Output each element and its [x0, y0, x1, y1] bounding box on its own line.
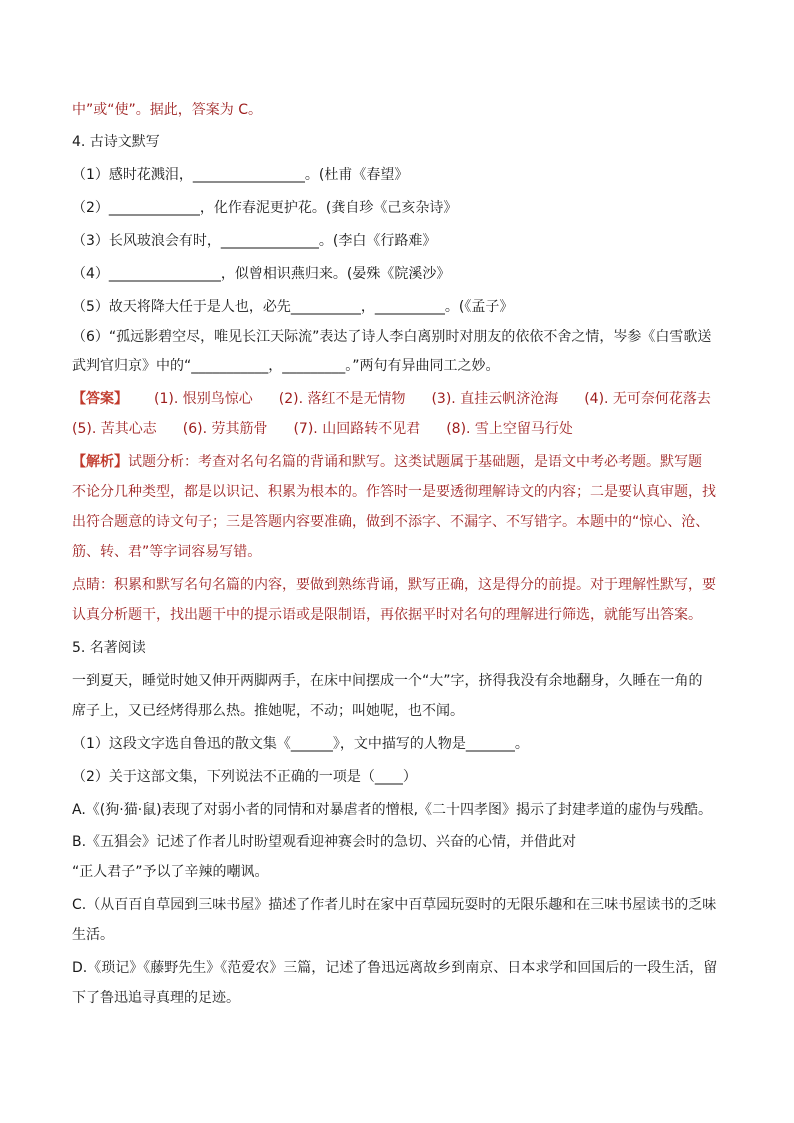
answer-row-1 [72, 389, 732, 409]
question-4-item-6-line-2: 武判官归京》中的“___________，_________。”两句有异曲同工之妙。 [72, 358, 500, 374]
question-5-item-1: （1）这段文字选自鲁迅的散文集《______》，文中描写的人物是_______。 [72, 736, 529, 752]
option-d-line-2: 下了鲁迅追寻真理的足迹。 [72, 990, 240, 1006]
question-5-title: 5. 名著阅读 [72, 640, 146, 656]
question-4-item-4: （4）________________，似曾相识燕归来。(晏殊《院溪沙》 [72, 266, 451, 282]
analysis-line-4: 筋、转、君”等字词容易写错。 [72, 544, 262, 560]
question-4-item-2: （2）_____________，化作春泥更护花。(龚自珍《己亥杂诗》 [72, 200, 458, 216]
answer-2: (2). 落红不是无情物 [278, 391, 406, 407]
question-4-title: 4. 古诗文默写 [72, 134, 160, 150]
option-c-line-1: C.（从百百自草园到三味书屋》描述了作者儿时在家中百草园玩耍时的无限乐趣和在三味书屋读书的乏味 [72, 897, 717, 913]
question-4-item-5: （5）故天将降大任于是人也，必先__________，__________。(《孟子》 [72, 299, 514, 315]
answer-7: (7). 山回路转不见君 [293, 421, 421, 437]
tip-line-2: 认真分析题干，找出题干中的提示语或是限制语，再依据平时对名句的理解进行筛选，就能写出答案。 [72, 607, 702, 623]
previous-answer-tail: 中”或“使”。据此，答案为 C。 [72, 102, 262, 118]
answer-row-2 [72, 419, 732, 439]
answer-4: (4). 无可奈何花落去 [584, 391, 711, 407]
passage-line-1: 一到夏天，睡觉时她又伸开两脚两手，在床中间摆成一个“大”字，挤得我没有余地翻身，久睡在一角的 [72, 673, 703, 689]
answer-label: 【答案】 [72, 391, 128, 407]
answer-6: (6). 劳其筋骨 [182, 421, 268, 437]
question-4-item-3: （3）长风玻浪会有时，______________。(李白《行路难》 [72, 233, 437, 249]
option-b-line-2: “正人君子”予以了辛辣的嘲讽。 [72, 864, 269, 880]
question-5-item-2: （2）关于这部文集，下列说法不正确的一项是（____） [72, 769, 417, 785]
answer-1: (1). 恨别鸟惊心 [154, 391, 253, 407]
analysis-line-3: 出符合题意的诗文句子；三是答题内容要准确，做到不添字、不漏字、不写错字。本题中的“惊心、沧、 [72, 514, 710, 530]
analysis-label: 【解析】 [72, 454, 128, 470]
question-4-item-1: （1）感时花溅泪，________________。(杜甫《春望》 [72, 167, 409, 183]
option-c-line-2: 生活。 [72, 927, 114, 943]
answer-5: (5). 苦其心志 [72, 421, 157, 437]
answer-8: (8). 雪上空留马行处 [446, 421, 573, 437]
analysis-line-1: 【解析】试题分析：考查对名句名篇的背诵和默写。这类试题属于基础题，是语文中考必考题。默写题 [72, 454, 702, 470]
question-4-item-6-line-1: （6）“孤远影碧空尽，唯见长江天际流”表达了诗人李白离别时对朋友的依依不舍之情，岑参《白雪歌送 [72, 329, 712, 345]
option-b-line-1: B.《五猖会》记述了作者儿时盼望观看迎神赛会时的急切、兴奋的心情，并借此对 [72, 834, 577, 850]
tip-line-1: 点睛：积累和默写名句名篇的内容，要做到熟练背诵，默写正确，这是得分的前提。对于理解性默写，要 [72, 577, 716, 593]
passage-line-2: 席子上，又已经烤得那么热。推她呢，不动；叫她呢，也不闻。 [72, 703, 464, 719]
option-d-line-1: D.《琐记》《藤野先生》《范爱农》三篇，记述了鲁迅远离故乡到南京、日本求学和回国后的一段生活，留 [72, 960, 718, 976]
option-a: A.《(狗·猫·鼠)表现了对弱小者的同情和对暴虐者的憎根,《二十四孝图》揭示了封建孝道的虚伪与残酷。 [72, 802, 713, 818]
analysis-line-2: 不论分几种类型，都是以识记、积累为根本的。作答时一是要透彻理解诗文的内容；二是要认真审题，找 [72, 484, 716, 500]
answer-3: (3). 直挂云帆济沧海 [431, 391, 559, 407]
